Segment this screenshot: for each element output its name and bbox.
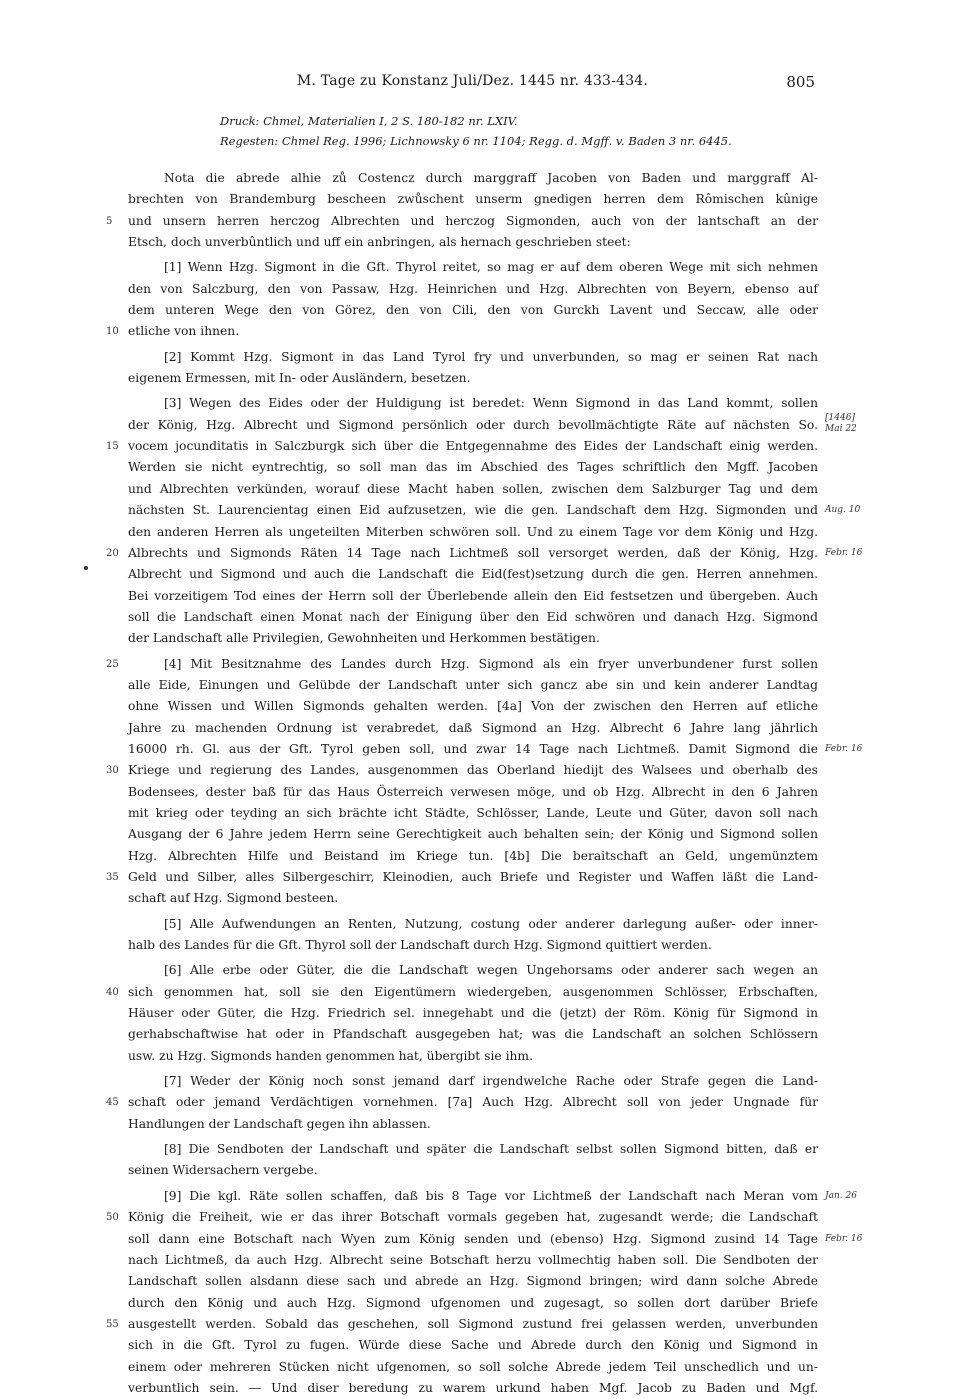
text-line: [1] Wenn Hzg. Sigmont in die Gft. Thyrol reitet, so mag er auf dem oberen Wege mit sich nehmen — [164, 260, 818, 275]
line-number: 40 — [106, 986, 119, 998]
text-line: Albrecht und Sigmond und auch die Landschaft die Eid(fest)setzung durch die gen. Herren annehmen. — [128, 567, 818, 582]
line-number: 55 — [106, 1318, 119, 1330]
text-line: Hzg. Albrechten Hilfe und Beistand im Kriege tun. [4b] Die beraitschaft an Geld, ungemünztem — [128, 848, 818, 863]
text-line: Ausgang der 6 Jahre jedem Herrn seine Gerechtigkeit auch behalten sein; der König und Sigmond sollen — [128, 827, 818, 842]
text-line: Bodensees, dester baß für das Haus Österreich verwesen möge, und ob Hzg. Albrecht in den 6 Jahren — [128, 784, 818, 799]
stray-mark — [84, 566, 88, 570]
text-line: nach Lichtmeß, da auch Hzg. Albrecht seine Botschaft herzu vollmechtig haben soll. Die Sendboten der — [128, 1252, 818, 1267]
text-line: ohne Wissen und Willen Sigmonds gehalten werden. [4a] Von der zwischen den Herren auf etliche — [128, 699, 818, 714]
print-reference: Druck: Chmel, Materialien I, 2 S. 180-182 nr. LXIV. — [220, 114, 518, 128]
text-line: mit krieg oder teyding an sich brächte icht Städte, Schlösser, Lande, Leute und Güter, davon soll nach — [128, 805, 818, 820]
text-line: durch den König und auch Hzg. Sigmond ufgenomen und zugesagt, so sollen dort darüber Briefe — [128, 1295, 818, 1310]
text-line: der Landschaft alle Privilegien, Gewohnheiten und Herkommen bestätigen. — [128, 631, 600, 646]
text-line: 16000 rh. Gl. aus der Gft. Tyrol geben soll, und zwar 14 Tage nach Lichtmeß. Damit Sigmond die Febr. 16 — [128, 741, 863, 756]
margin-note: Aug. 10 — [825, 505, 861, 516]
text-line: sich in die Gft. Tyrol zu fugen. Würde diese Sache und Abrede durch den König und Sigmond in — [128, 1338, 818, 1353]
text-line: seinen Widersachern vergebe. — [128, 1163, 318, 1178]
text-line: und Albrechten verkünden, worauf diese Macht haben sollen, zwischen dem Salzburger Tag und dem — [128, 481, 818, 496]
text-line: alle Eide, Einungen und Gelübde der Landschaft unter sich gancz abe sin und kein anderer Landtag — [128, 677, 818, 692]
line-number: 25 — [106, 658, 119, 670]
text-line: Werden sie nicht eyntrechtig, so soll man das im Abschied des Tages schriftlich den Mgff. Jacoben — [128, 460, 818, 475]
text-line: Häuser oder Güter, die Hzg. Friedrich sel. innegehabt und die (jetzt) der Röm. König für Sigmond in — [128, 1006, 818, 1021]
text-line: einem oder mehreren Stücken nicht ufgenomen, so soll solche Abrede jedem Teil unschedlich und un- — [128, 1359, 818, 1374]
running-title: M. Tage zu Konstanz Juli/Dez. 1445 nr. 433-434. — [296, 73, 649, 89]
margin-note: Jan. 26 — [825, 1190, 857, 1201]
line-number: 45 — [106, 1097, 119, 1109]
references-block — [220, 111, 840, 151]
text-line: 5 und unsern herren herczog Albrechten und herczog Sigmonden, auch von der lantschaft an der — [128, 211, 818, 232]
text-line: 50 König die Freiheit, wie er das ihrer Botschaft vormals gegeben hat, zugesandt werde; die Landschaft — [128, 1207, 818, 1228]
text-line: der König, Hzg. Albrecht und Sigmond persönlich oder durch bevollmächtigte Räte auf nächsten So. [1446] Mai 22 — [128, 412, 857, 434]
line-number: 10 — [106, 326, 119, 338]
text-line: [2] Kommt Hzg. Sigmont in das Land Tyrol fry und unverbunden, so mag er seinen Rat nach — [164, 349, 818, 364]
line-number: 35 — [106, 872, 119, 883]
text-line: verbuntlich sein. — Und diser beredung zu warem urkund haben Mgf. Jacob zu Baden und Mgf. — [128, 1380, 818, 1395]
text-line: 55 ausgestellt werden. Sobald das geschehen, soll Sigmond zustund frei gelassen werden, unverbunden — [128, 1314, 818, 1335]
text-line: nächsten St. Laurencientag einen Eid aufzusetzen, wie die gen. Landschaft dem Hzg. Sigmonden und Aug. 10 — [128, 503, 861, 518]
text-line: Etsch, doch unverbûntlich und uff ein anbringen, als hernach geschrieben steet: — [128, 235, 631, 250]
page-number: 805 — [786, 73, 815, 91]
line-number: 20 — [106, 547, 119, 559]
margin-note: Febr. 16 — [825, 1233, 863, 1244]
text-line: den anderen Herren als ungeteilten Miterben schwören soll. Und zu einem Tage vor dem König und Hzg. — [128, 524, 818, 539]
text-line: Handlungen der Landschaft gegen ihn ablassen. — [128, 1116, 431, 1131]
text-line: brechten von Brandemburg bescheen zwůschent unserm gnedigen herren dem Rômischen kûnige — [128, 192, 818, 207]
text-line: [8] Die Sendboten der Landschaft und später die Landschaft selbst sollen Sigmond bitten, daß er — [164, 1142, 818, 1157]
text-line: 25 [4] Mit Besitznahme des Landes durch Hzg. Sigmond als ein fryer unverbundener furst sollen — [128, 654, 818, 675]
text-line: 20 Albrechts und Sigmonds Räten 14 Tage nach Lichtmeß soll versorget werden, daß der König, Hzg. Febr. 16 — [128, 543, 818, 564]
text-line: 45 schaft oder jemand Verdächtigen vornehmen. [7a] Auch Hzg. Albrecht soll von jeder Ungnade für — [128, 1092, 818, 1113]
text-line: dem unteren Wege den von Görez, den von Cili, den von Gurckh Lavent und Seccaw, alle oder — [128, 303, 818, 318]
body-text — [106, 168, 863, 1399]
text-line: [9] Die kgl. Räte sollen schaffen, daß bis 8 Tage vor Lichtmeß der Landschaft nach Meran vom Jan. 26 — [164, 1188, 857, 1203]
text-line: [3] Wegen des Eides oder der Huldigung ist beredet: Wenn Sigmond in das Land kommt, sollen — [164, 396, 818, 411]
margin-note: Febr. 16 — [825, 743, 863, 754]
text-line: Nota die abrede alhie zů Costencz durch marggraff Jacoben von Baden und marggraff Al- — [164, 171, 818, 185]
text-line: gerhabschaftwise hat oder in Pfandschaft ausgegeben hat; was die Landschaft an solchen Schlössern — [128, 1027, 818, 1042]
text-line: 15 vocem jocunditatis in Salczburgk sich über die Entgegennahme des Eides der Landschaft einig werden. — [128, 436, 818, 457]
regesta-reference: Regesten: Chmel Reg. 1996; Lichnowsky 6 nr. 1104; Regg. d. Mgff. v. Baden 3 nr. 6445. — [220, 134, 732, 148]
line-number: 5 — [106, 215, 113, 227]
text-line: [6] Alle erbe oder Güter, die die Landschaft wegen Ungehorsams oder anderer sach wegen an — [164, 963, 818, 978]
text-line: Bei vorzeitigem Tod eines der Herrn soll der Überlebende allein den Eid festsetzen und übergeben. Auch — [128, 588, 818, 603]
text-line: [5] Alle Aufwendungen an Renten, Nutzung, costung oder anderer darlegung außer- oder inner- — [164, 916, 818, 931]
text-line: Landschaft sollen alsdann diese sach und abrede an Hzg. Sigmond bringen; wird dann solche Abrede — [128, 1274, 818, 1289]
line-number: 15 — [106, 441, 119, 453]
text-line: 40 sich genommen hat, soll sie den Eigentümern wiedergeben, ausgenommen Schlösser, Erbschaften, — [128, 982, 818, 1003]
text-line: halb des Landes für die Gft. Thyrol soll der Landschaft durch Hzg. Sigmond quittiert werden. — [128, 938, 712, 953]
running-head — [130, 73, 815, 95]
margin-note: [1446] Mai 22 — [825, 412, 857, 434]
text-line: usw. zu Hzg. Sigmonds handen genommen hat, übergibt sie ihm. — [128, 1048, 533, 1063]
text-line: soll die Landschaft einen Monat nach der Einigung über den Eid schwören und danach Hzg. Sigmond — [128, 609, 818, 624]
text-line: Jahre zu machenden Ordnung ist verabredet, daß Sigmond an Hzg. Albrecht 6 Jahre lang jährlich — [128, 720, 818, 735]
text-line: eigenem Ermessen, mit In- oder Ausländern, besetzen. — [128, 371, 471, 386]
text-line: [7] Weder der König noch sonst jemand darf irgendwelche Rache oder Strafe gegen die Land- — [164, 1074, 818, 1089]
text-line: 10 etliche von ihnen. — [128, 321, 818, 342]
margin-note: Febr. 16 — [825, 547, 863, 558]
text-line: 35 Geld und Silber, alles Silbergeschirr, Kleinodien, auch Briefe und Register und Waffen läßt die Land- — [128, 867, 818, 888]
line-number: 30 — [106, 765, 119, 777]
text-line: schaft auf Hzg. Sigmond besteen. — [128, 891, 339, 906]
text-line: soll dann eine Botschaft nach Wyen zum König senden und (ebenso) Hzg. Sigmond zusind 14 Tage Febr. 16 — [128, 1231, 863, 1246]
text-line: den von Salczburg, den von Passaw, Hzg. Heinrichen und Hzg. Albrechten von Beyern, ebenso auf — [128, 281, 818, 296]
line-number: 50 — [106, 1212, 119, 1224]
text-line: 30 Kriege und regierung des Landes, ausgenommen das Oberland hiedijt des Walsees und oberhalb des — [128, 760, 818, 781]
